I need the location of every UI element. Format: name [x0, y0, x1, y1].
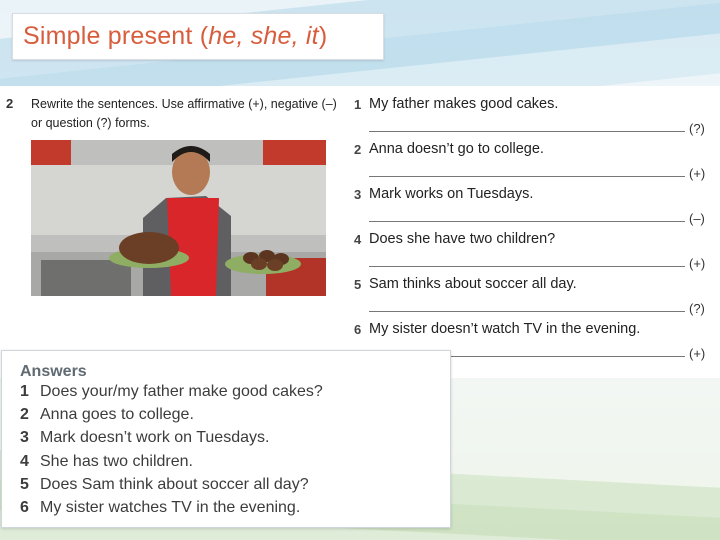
- form-marker: (+): [689, 166, 706, 181]
- form-marker: (–): [689, 211, 705, 226]
- form-marker: (?): [689, 121, 705, 136]
- answer-line[interactable]: [369, 266, 685, 267]
- form-marker: (?): [689, 301, 705, 316]
- chef-photo: [31, 140, 326, 296]
- form-marker: (+): [689, 256, 706, 271]
- answer-number: 4: [20, 452, 29, 470]
- answer-number: 3: [20, 429, 29, 447]
- question-number: 3: [354, 187, 362, 202]
- title-italic: he, she, it: [208, 22, 319, 50]
- answer-text: She has two children.: [40, 452, 193, 470]
- answers-box: [1, 350, 451, 528]
- answer-text: Does your/my father make good cakes?: [40, 383, 323, 400]
- question-text: My father makes good cakes.: [369, 96, 559, 112]
- answer-row: [20, 453, 450, 476]
- question-text: Does she have two children?: [369, 231, 556, 247]
- answer-row: [20, 406, 450, 429]
- question-item: [352, 142, 714, 187]
- question-text: Anna doesn’t go to college.: [369, 141, 544, 157]
- answer-text: Does Sam think about soccer all day?: [40, 475, 309, 493]
- answer-row: [20, 429, 450, 452]
- answer-line[interactable]: [369, 176, 685, 177]
- answer-text: Mark doesn’t work on Tuesdays.: [40, 429, 270, 447]
- title-suffix: ): [318, 22, 328, 50]
- question-number: 2: [354, 142, 362, 157]
- answers-title: Answers: [20, 363, 87, 380]
- answer-text: My sister watches TV in the evening.: [40, 498, 301, 516]
- question-text: My sister doesn’t watch TV in the evening.: [369, 321, 641, 337]
- answer-number: 6: [20, 498, 29, 516]
- answer-number: 2: [20, 406, 29, 424]
- answer-line[interactable]: [369, 311, 685, 312]
- answer-row: [20, 383, 450, 406]
- question-number: 1: [354, 97, 362, 112]
- question-item: [352, 97, 714, 142]
- question-list: [352, 97, 714, 367]
- question-item: [352, 277, 714, 322]
- form-marker: (+): [689, 346, 706, 361]
- answer-text: Anna goes to college.: [40, 406, 194, 424]
- exercise-instruction: Rewrite the sentences. Use affirmative (+), negative (–) or question (?) forms.: [31, 97, 337, 130]
- question-number: 6: [354, 322, 362, 337]
- question-number: 5: [354, 277, 362, 292]
- question-text: Mark works on Tuesdays.: [369, 186, 534, 202]
- slide-title: [12, 13, 384, 60]
- answer-line[interactable]: [369, 221, 685, 222]
- answer-row: [20, 476, 450, 499]
- exercise-number: 2: [6, 96, 14, 111]
- answer-number: 1: [20, 383, 29, 400]
- title-prefix: Simple present (: [23, 22, 209, 50]
- answer-number: 5: [20, 475, 29, 493]
- question-text: Sam thinks about soccer all day.: [369, 276, 577, 292]
- question-item: [352, 232, 714, 277]
- question-item: [352, 187, 714, 232]
- answer-line[interactable]: [369, 131, 685, 132]
- question-number: 4: [354, 232, 362, 247]
- answer-row: [20, 499, 450, 522]
